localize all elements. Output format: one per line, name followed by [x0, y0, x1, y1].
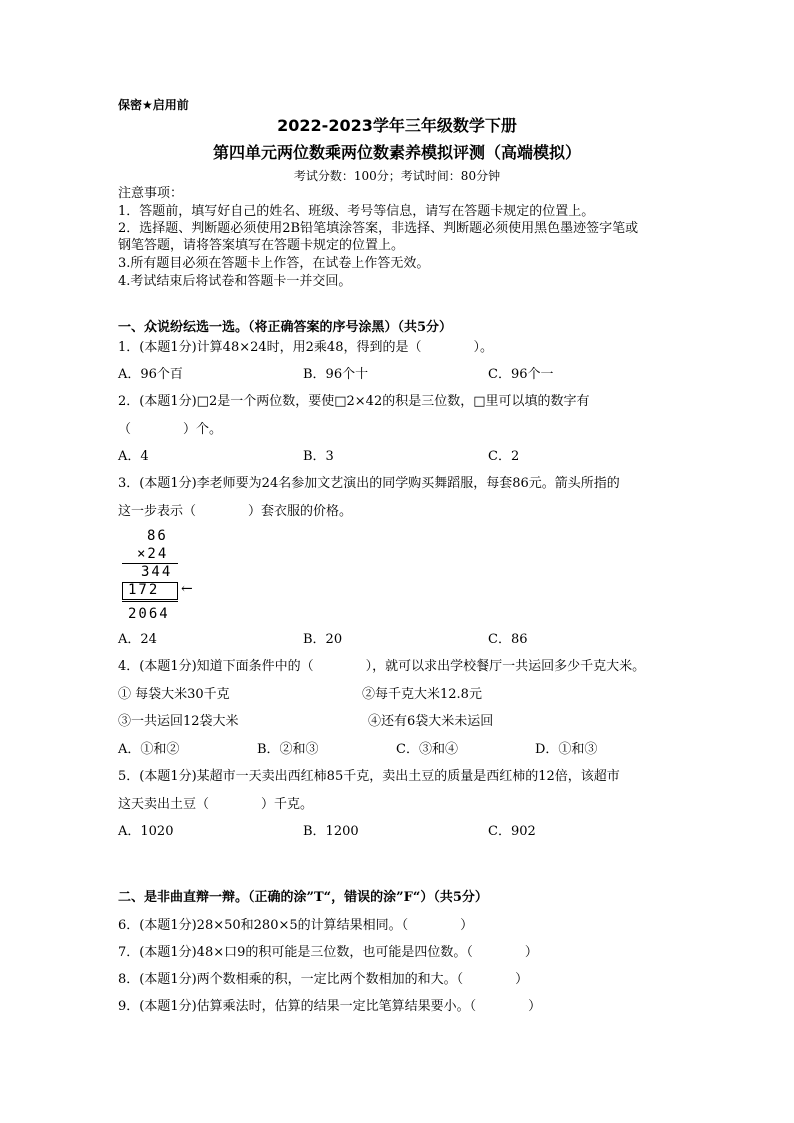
- question-5-cont: 这天卖出土豆（ ）千克。: [118, 797, 314, 812]
- q4-condition-2: ②每千克大米12.8元: [362, 687, 482, 702]
- q5-option-c[interactable]: C．902: [488, 824, 536, 839]
- q3-option-b[interactable]: B．20: [303, 632, 343, 647]
- exam-title-line1: 2022-2023学年三年级数学下册: [277, 116, 517, 135]
- q2-option-a[interactable]: A．4: [118, 449, 149, 464]
- calc-partial-2: 172: [128, 582, 160, 598]
- calc-partial-1: 344: [141, 564, 173, 580]
- section2-heading: 二、是非曲直辩一辩。（正确的涂”T“，错误的涂”F“）（共5分）: [118, 890, 488, 905]
- notice-item-2: 2．选择题、判断题必须使用2B铅笔填涂答案，非选择、判断题必须使用黑色墨迹签字笔或: [118, 221, 639, 236]
- q4-option-a[interactable]: A．①和②: [118, 742, 180, 757]
- q4-option-d[interactable]: D．①和③: [535, 742, 598, 757]
- q3-option-c[interactable]: C．86: [488, 632, 528, 647]
- q5-option-b[interactable]: B．1200: [303, 824, 359, 839]
- section1-heading: 一、众说纷纭选一选。（将正确答案的序号涂黑）（共5分）: [118, 320, 453, 335]
- question-9: 9．(本题1分)估算乘法时，估算的结果一定比笔算结果要小。（ ）: [118, 999, 542, 1014]
- question-6: 6．(本题1分)28×50和280×5的计算结果相同。（ ）: [118, 918, 474, 933]
- question-2-cont: （ ）个。: [118, 422, 223, 437]
- q4-condition-4: ④还有6袋大米未运回: [368, 714, 494, 729]
- calc-product: 2064: [128, 606, 170, 622]
- question-3-cont: 这一步表示（ ）套衣服的价格。: [118, 504, 353, 519]
- question-5: 5．(本题1分)某超市一天卖出西红柿85千克，卖出土豆的质量是西红柿的12倍，该超市: [118, 769, 620, 784]
- calc-multiplicand: 86: [147, 528, 168, 544]
- q5-option-a[interactable]: A．1020: [118, 824, 174, 839]
- exam-info: 考试分数：100分；考试时间：80分钟: [293, 169, 501, 183]
- notice-item-1: 1．答题前，填写好自己的姓名、班级、考号等信息，请写在答题卡规定的位置上。: [118, 204, 595, 219]
- notice-item-2-cont: 钢笔答题，请将答案填写在答题卡规定的位置上。: [118, 238, 405, 253]
- calc-rule-2: [122, 601, 178, 602]
- question-7: 7．(本题1分)48×口9的积可能是三位数，也可能是四位数。（ ）: [118, 945, 538, 960]
- arrow-left-icon: ←: [181, 581, 193, 597]
- q1-option-c[interactable]: C．96个一: [488, 367, 554, 382]
- notice-heading: 注意事项：: [118, 186, 184, 201]
- q2-option-c[interactable]: C．2: [488, 449, 520, 464]
- question-2: 2．(本题1分)□2是一个两位数，要使□2×42的积是三位数，□里可以填的数字有: [118, 394, 590, 409]
- exam-title-line2: 第四单元两位数乘两位数素养模拟评测（高端模拟）: [212, 143, 581, 162]
- q2-option-b[interactable]: B．3: [303, 449, 334, 464]
- q4-condition-3: ③一共运回12袋大米: [118, 714, 239, 729]
- q1-option-a[interactable]: A．96个百: [118, 367, 183, 382]
- q4-option-c[interactable]: C．③和④: [396, 742, 458, 757]
- question-1: 1．(本题1分)计算48×24时，用2乘48，得到的是（ ）。: [118, 340, 493, 355]
- q1-option-b[interactable]: B．96个十: [303, 367, 369, 382]
- notice-item-3: 3.所有题目必须在答题卡上作答，在试卷上作答无效。: [118, 256, 430, 271]
- q4-option-b[interactable]: B．②和③: [257, 742, 319, 757]
- question-8: 8．(本题1分)两个数相乘的积，一定比两个数相加的和大。（ ）: [118, 972, 529, 987]
- confidential-label: 保密★启用前: [118, 98, 189, 112]
- question-3: 3．(本题1分)李老师要为24名参加文艺演出的同学购买舞蹈服，每套86元。箭头所指的: [118, 476, 620, 491]
- calc-multiplier: ×24: [137, 546, 169, 562]
- q4-condition-1: ① 每袋大米30千克: [118, 687, 230, 702]
- q3-option-a[interactable]: A．24: [118, 632, 157, 647]
- question-4: 4．(本题1分)知道下面条件中的（ ），就可以求出学校餐厅一共运回多少千克大米。: [118, 659, 646, 674]
- notice-item-4: 4.考试结束后将试卷和答题卡一并交回。: [118, 274, 352, 289]
